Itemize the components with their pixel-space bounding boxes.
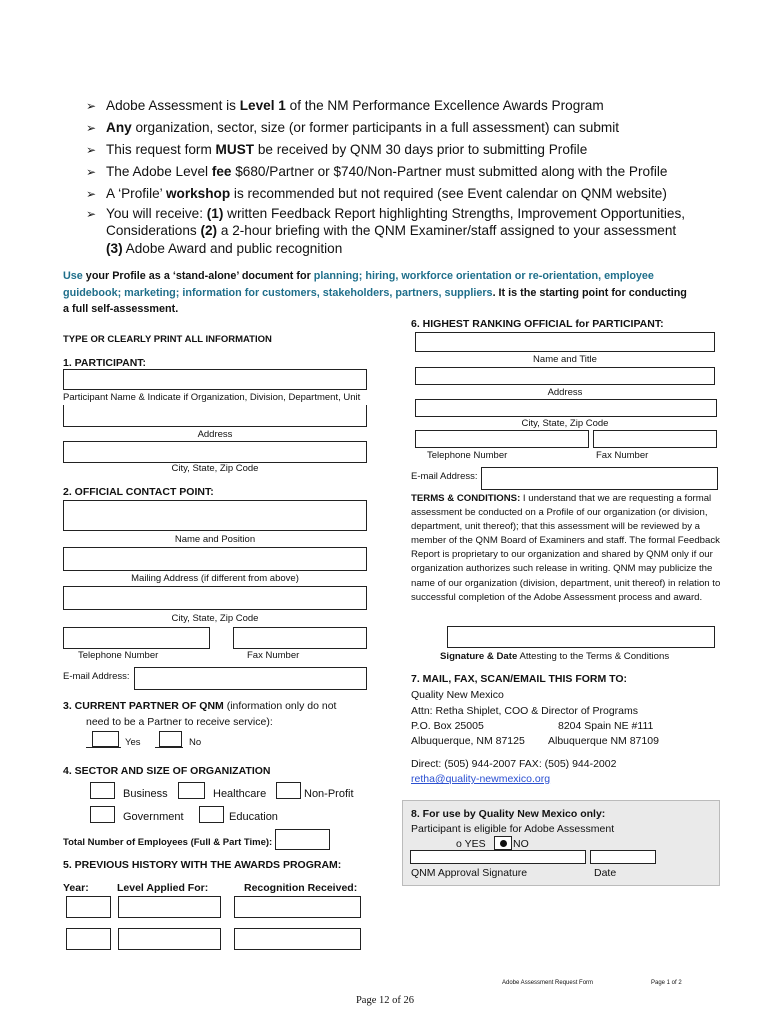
partner-no-checkbox[interactable]: [159, 731, 182, 747]
arrow-bullet-icon: ➢: [86, 187, 97, 201]
footer-form-name: Adobe Assessment Request Form: [502, 980, 594, 986]
sector-healthcare-checkbox[interactable]: [178, 782, 205, 799]
radio-selected-dot-icon: [500, 840, 507, 847]
official-name-input[interactable]: [415, 332, 715, 352]
mailing-address-input[interactable]: [63, 547, 367, 571]
history-level-input-1[interactable]: [118, 896, 221, 918]
approval-date-label: Date: [594, 867, 617, 879]
sector-education-checkbox[interactable]: [199, 806, 224, 823]
official-city-label: City, State, Zip Code: [521, 418, 609, 429]
type-print-note: TYPE OR CLEARLY PRINT ALL INFORMATION: [63, 334, 272, 345]
eligible-label: Participant is eligible for Adobe Assessment: [411, 823, 615, 835]
mail-phone-fax: Direct: (505) 944-2007 FAX: (505) 944-2002: [411, 758, 617, 770]
approval-signature-label: QNM Approval Signature: [411, 867, 528, 879]
eligible-no-radio[interactable]: [494, 836, 512, 850]
official-telephone-input[interactable]: [415, 430, 589, 448]
mail-city-2: Albuquerque NM 87109: [548, 735, 659, 747]
footer-page-of: Page 1 of 2: [651, 980, 682, 986]
section1-title: 1. PARTICIPANT:: [63, 357, 147, 369]
signature-date-input[interactable]: [447, 626, 715, 648]
history-recognition-input-1[interactable]: [234, 896, 361, 918]
arrow-bullet-icon: ➢: [86, 207, 97, 221]
participant-address-input[interactable]: [63, 405, 367, 427]
sector-education-label: Education: [229, 811, 278, 823]
sector-business-checkbox[interactable]: [90, 782, 115, 799]
mail-city-1: Albuquerque, NM 87125: [411, 735, 525, 747]
official-email-input[interactable]: [481, 467, 718, 490]
sector-government-checkbox[interactable]: [90, 806, 115, 823]
participant-name-label: Participant Name & Indicate if Organization, Division, Department, Unit: [63, 392, 361, 403]
official-address-label: Address: [547, 387, 583, 398]
contact-fax-input[interactable]: [233, 627, 367, 649]
mail-street: 8204 Spain NE #111: [558, 720, 654, 732]
partner-no-label: No: [189, 737, 202, 748]
participant-address-label: Address: [197, 429, 233, 440]
signature-label: Signature & Date Attesting to the Terms & Conditions: [440, 651, 670, 662]
section2-title: 2. OFFICIAL CONTACT POINT:: [63, 486, 214, 498]
mail-org: Quality New Mexico: [411, 689, 504, 701]
sector-nonprofit-checkbox[interactable]: [276, 782, 301, 799]
history-col-year: Year:: [63, 882, 89, 894]
section5-title: 5. PREVIOUS HISTORY WITH THE AWARDS PROGRAM:: [63, 859, 342, 871]
section7-title: 7. MAIL, FAX, SCAN/EMAIL THIS FORM TO:: [411, 673, 628, 685]
official-city-input[interactable]: [415, 399, 717, 417]
official-telephone-label: Telephone Number: [427, 450, 508, 461]
contact-email-label: E-mail Address:: [63, 671, 130, 682]
section3-title: 3. CURRENT PARTNER OF QNM (information only do not: [63, 700, 337, 712]
contact-city-input[interactable]: [63, 586, 367, 610]
contact-telephone-label: Telephone Number: [78, 650, 159, 661]
section3-note: need to be a Partner to receive service):: [86, 716, 273, 728]
mailing-address-label: Mailing Address (if different from above): [131, 573, 299, 584]
partner-yes-checkbox[interactable]: [92, 731, 119, 747]
eligible-no-label: NO: [513, 838, 529, 850]
contact-telephone-input[interactable]: [63, 627, 210, 649]
mail-email-link[interactable]: retha@quality-newmexico.org: [411, 773, 551, 785]
history-year-input-1[interactable]: [66, 896, 111, 918]
mail-po-box: P.O. Box 25005: [411, 720, 484, 732]
employees-label: Total Number of Employees (Full & Part Time):: [63, 837, 273, 848]
participant-city-label: City, State, Zip Code: [171, 463, 259, 474]
history-level-input-2[interactable]: [118, 928, 221, 950]
arrow-bullet-icon: ➢: [86, 121, 97, 135]
history-year-input-2[interactable]: [66, 928, 111, 950]
contact-name-input[interactable]: [63, 500, 367, 531]
participant-name-input[interactable]: [63, 369, 367, 390]
sector-nonprofit-label: Non-Profit: [304, 788, 354, 800]
approval-signature-input[interactable]: [410, 850, 586, 864]
employees-input[interactable]: [275, 829, 330, 850]
arrow-bullet-icon: ➢: [86, 165, 97, 179]
sector-government-label: Government: [123, 811, 184, 823]
sector-healthcare-label: Healthcare: [213, 788, 267, 800]
partner-yes-label: Yes: [125, 737, 141, 748]
contact-city-label: City, State, Zip Code: [171, 613, 259, 624]
participant-city-input[interactable]: [63, 441, 367, 463]
sector-business-label: Business: [123, 788, 168, 800]
section8-title: 8. For use by Quality New Mexico only:: [411, 808, 606, 820]
contact-name-label: Name and Position: [174, 534, 256, 545]
official-fax-label: Fax Number: [596, 450, 649, 461]
contact-fax-label: Fax Number: [247, 650, 300, 661]
terms-conditions: TERMS & CONDITIONS: I understand that we are requesting a formal assessment be conducted on a Profile of our organization (or division, department, unit thereof); that this assessment will be reviewed by a member of the QNM Board of Examiners and staff. The formal Feedback Report is proprietary to our organization and shared by QNM only if our organization authorizes such release in writing. QNM may publicize the name of our organization (division, department, unit thereof) in relation to successful completion of the Adobe Assessment process and award.: [411, 493, 721, 603]
eligible-yes-option[interactable]: o YES: [456, 838, 486, 850]
footer-page-number: Page 12 of 26: [355, 995, 415, 1006]
official-fax-input[interactable]: [593, 430, 717, 448]
official-name-label: Name and Title: [533, 354, 597, 365]
history-col-recognition: Recognition Received:: [244, 882, 358, 894]
mail-attn: Attn: Retha Shiplet, COO & Director of Programs: [411, 705, 639, 717]
official-email-label: E-mail Address:: [411, 471, 478, 482]
approval-date-input[interactable]: [590, 850, 656, 864]
arrow-bullet-icon: ➢: [86, 99, 97, 113]
official-address-input[interactable]: [415, 367, 715, 385]
history-recognition-input-2[interactable]: [234, 928, 361, 950]
section4-title: 4. SECTOR AND SIZE OF ORGANIZATION: [63, 765, 271, 777]
contact-email-input[interactable]: [134, 667, 367, 690]
history-col-level: Level Applied For:: [117, 882, 209, 894]
arrow-bullet-icon: ➢: [86, 143, 97, 157]
section6-title: 6. HIGHEST RANKING OFFICIAL for PARTICIPANT:: [411, 318, 664, 330]
intro-paragraph: Use your Profile as a ‘stand-alone’ document for planning; hiring, workforce orientation or re-orientation, employee guidebook; marketing; information for customers, stakeholders, partners, suppliers. It is the starting point for conducting a full self-assessment.: [63, 270, 687, 315]
